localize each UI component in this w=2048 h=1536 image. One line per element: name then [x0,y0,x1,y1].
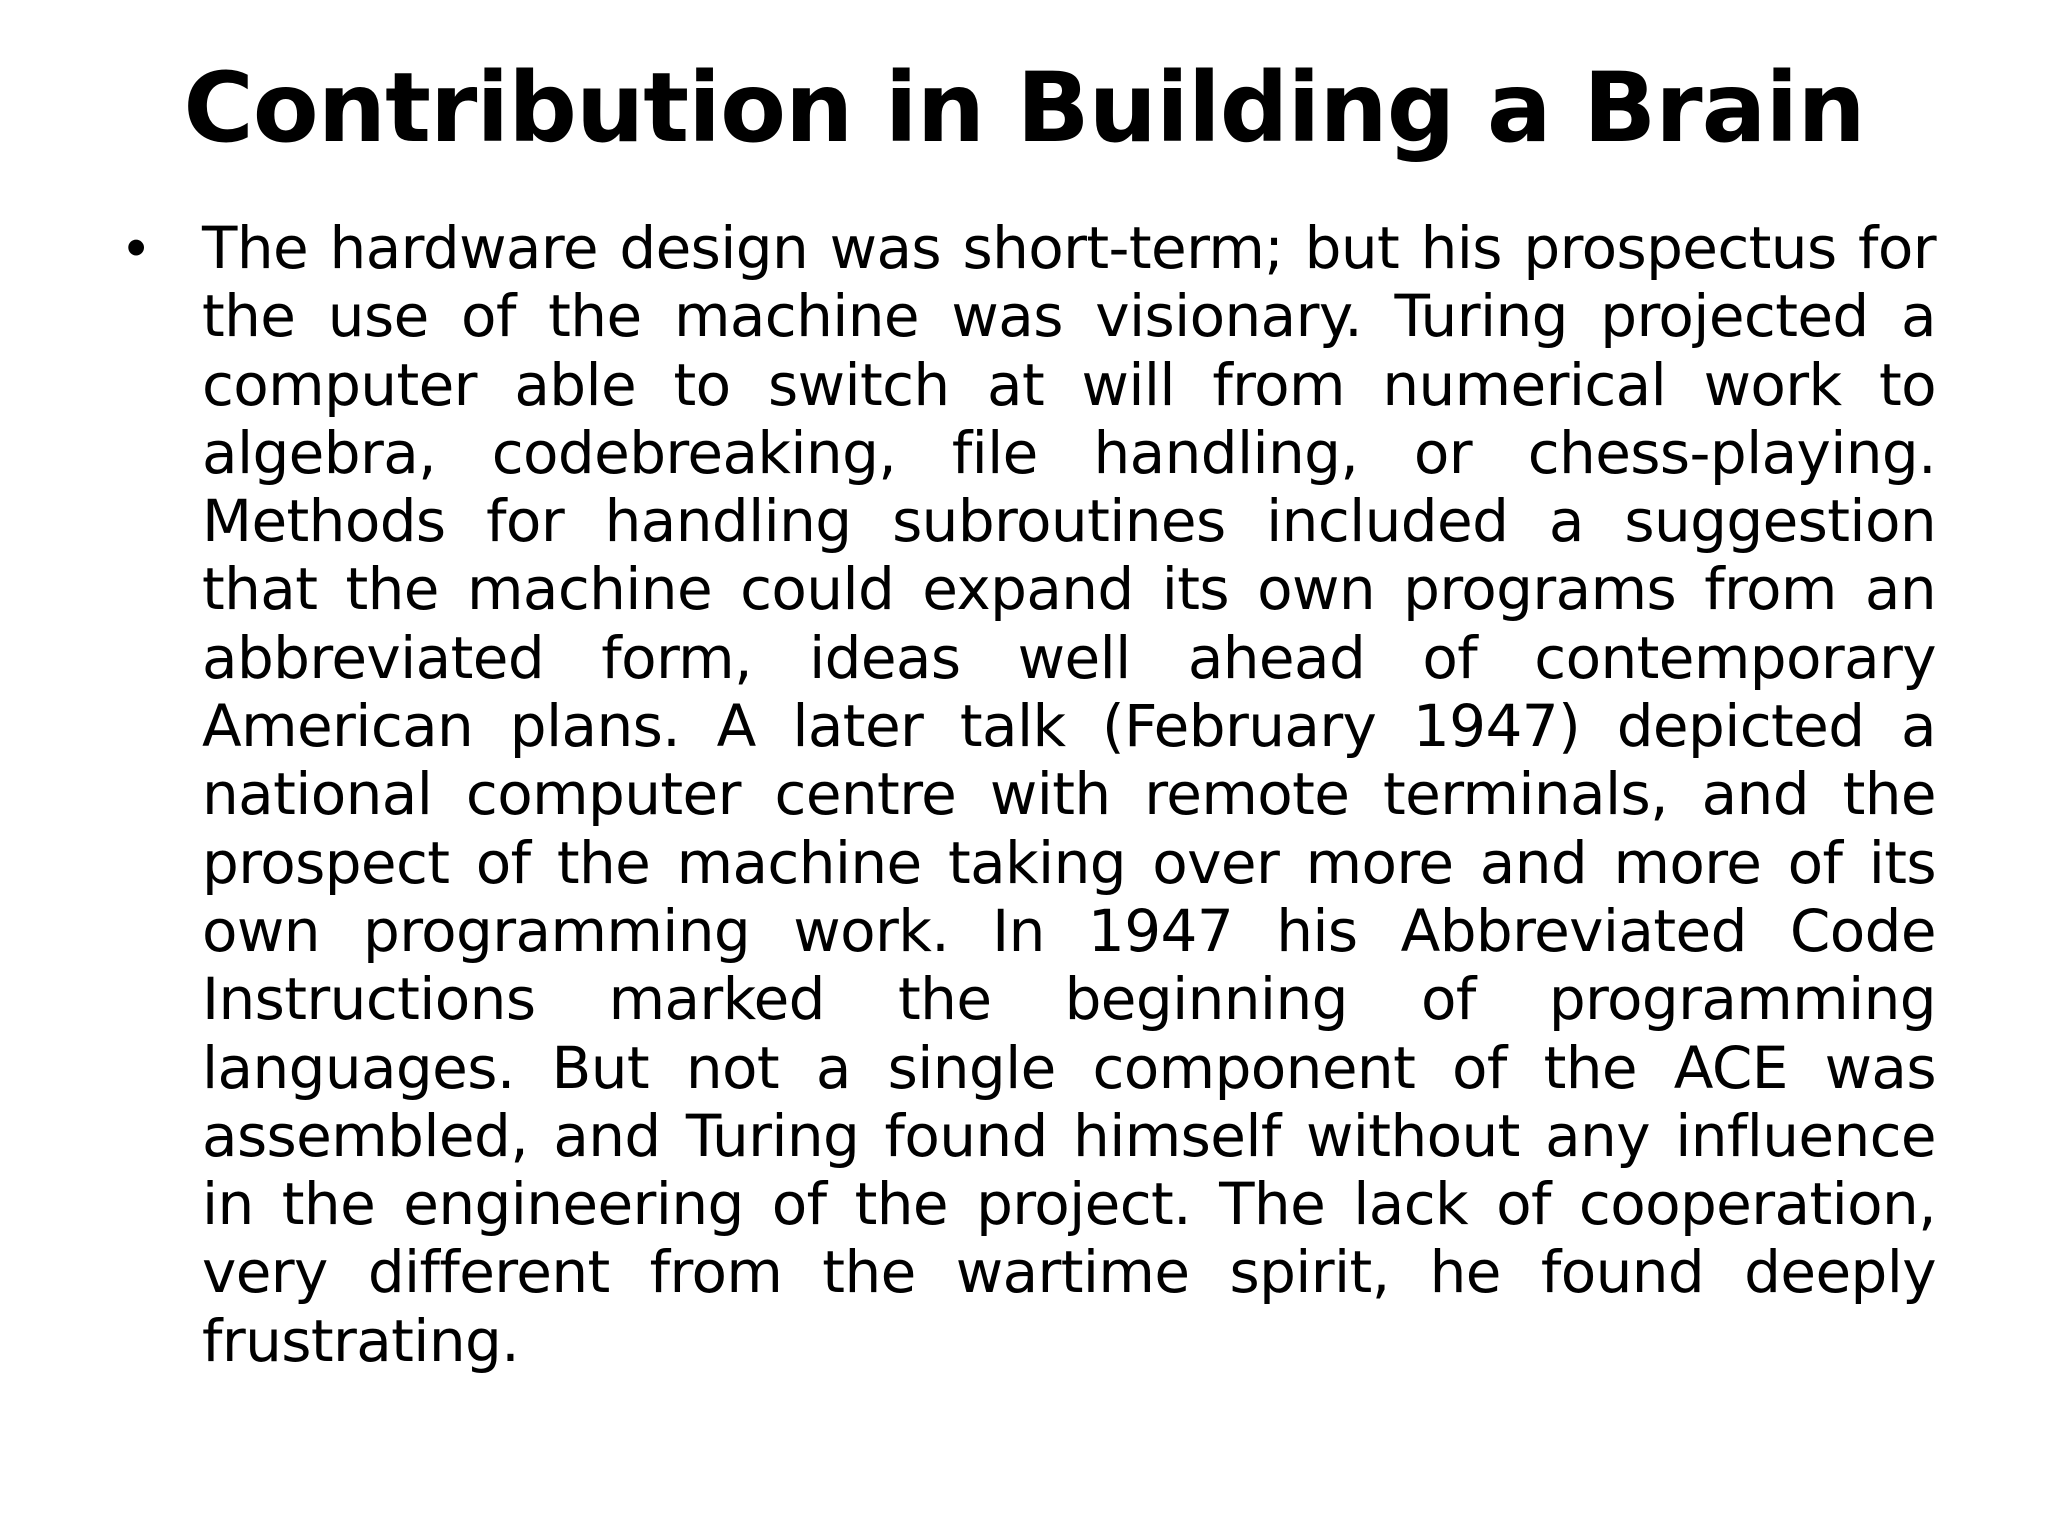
bullet-list [120,214,1936,1375]
bullet-text: The hardware design was short-term; but his prospectus for the use of the machine was visionary. Turing projected a computer able to switch at will from numerical work to algebra, codebreaking, file handling, or chess-playing. Methods for handling subroutines included a suggestion that the machine could expand its own programs from an abbreviated form, ideas well ahead of contemporary American plans. A later talk (February 1947) depicted a national computer centre with remote terminals, and the prospect of the machine taking over more and more of its own programming work. In 1947 his Abbreviated Code Instructions marked the beginning of programming languages. But not a single component of the ACE was assembled, and Turing found himself without any influence in the engineering of the project. The lack of cooperation, very different from the wartime spirit, he found deeply frustrating. [202,214,1936,1375]
slide-title: Contribution in Building a Brain [183,52,1865,164]
bullet-marker: • [126,215,147,280]
bullet-item [120,214,1936,1375]
